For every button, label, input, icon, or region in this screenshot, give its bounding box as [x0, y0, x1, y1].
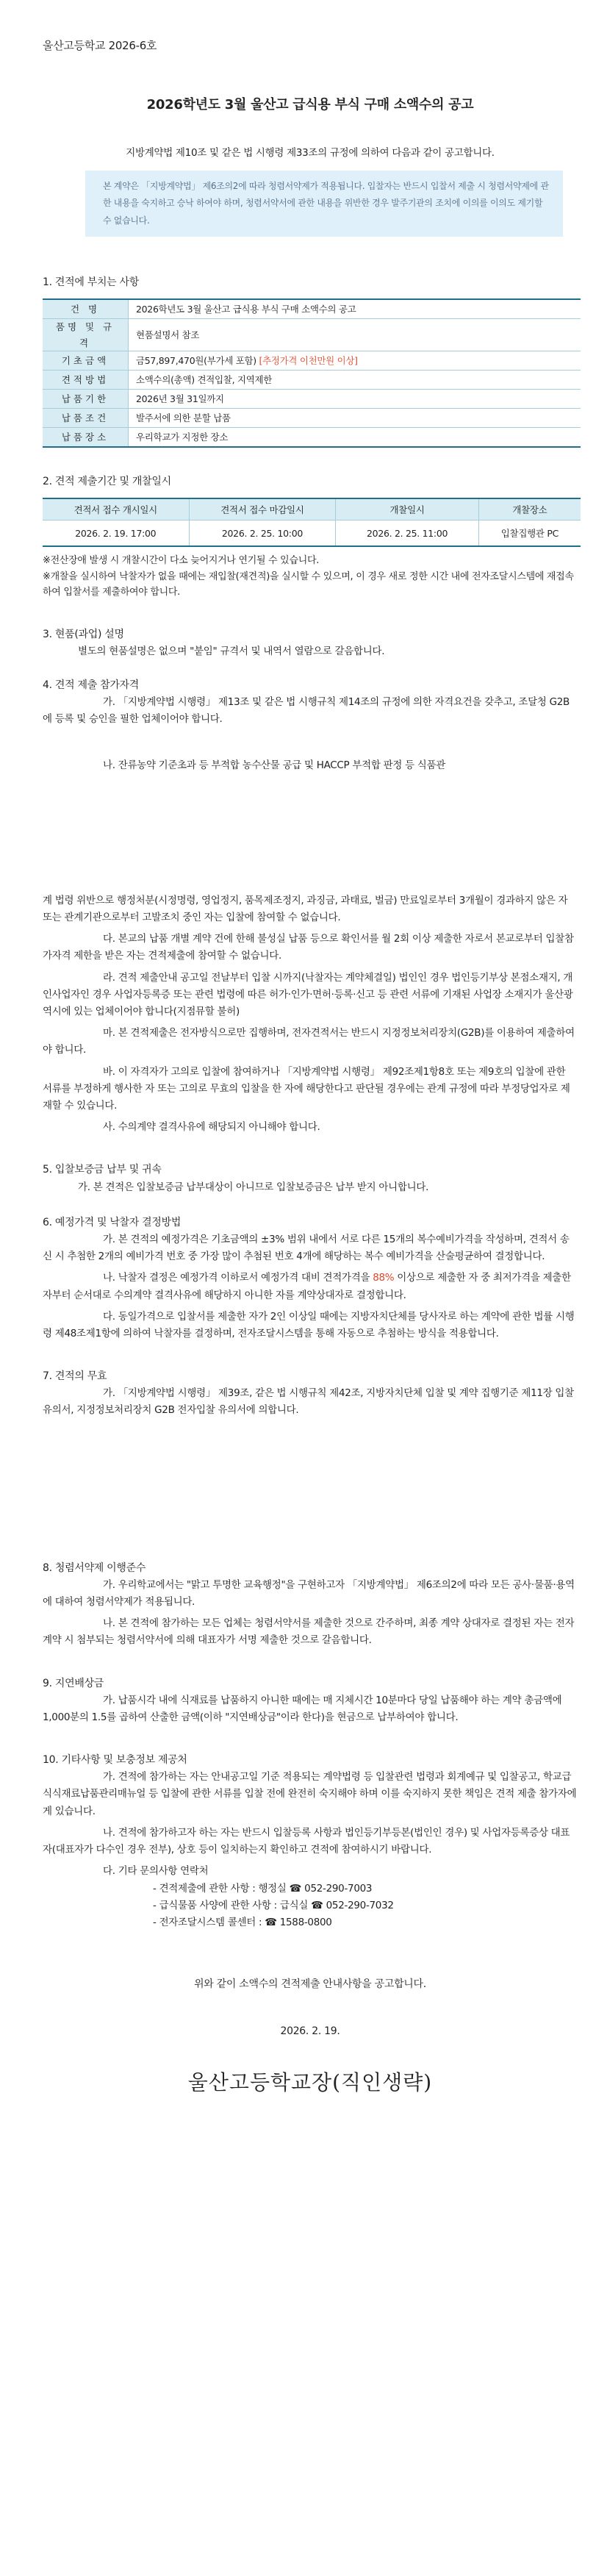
paragraph: 바. 이 자격자가 고의로 입찰에 참여하거나 「지방계약법 시행령」 제92조제1항8호 또는 제9호의 입찰에 관한 서류를 부정하게 행사한 자 또는 고의로 무효의 입찰을 한 자에 해당한다고 판단될 경우에는 관계 규정에 따라 부정당업자로 제재할 수 있습니다.: [43, 1065, 570, 1112]
estimated-price-note: [추정가격 이천만원 이상]: [259, 354, 358, 366]
column-header: 개찰일시: [336, 498, 478, 520]
row-label: 납품조건: [43, 409, 129, 428]
column-header: 견적서 접수 개시일시: [43, 498, 189, 520]
section-heading-10: 10. 기타사항 및 보충정보 제공처: [43, 1754, 187, 1767]
row-label: 건 명: [43, 299, 129, 319]
table-row: [43, 299, 581, 319]
contact-line: - 견적제출에 관한 사항 : 행정실 ☎ 052-290-7003: [153, 1882, 373, 1895]
rate-highlight: 88%: [373, 1272, 395, 1284]
section-heading-1: 1. 견적에 부치는 사항: [43, 276, 139, 289]
table-row: [43, 390, 581, 409]
contact-line: - 전자조달시스템 콜센터 : ☎ 1588-0800: [153, 1916, 332, 1928]
section-heading-4: 4. 견적 제출 참가자격: [43, 679, 139, 691]
schedule-table: [43, 498, 581, 547]
closing-text: 위와 같이 소액수의 견적제출 안내사항을 공고합니다.: [194, 1978, 426, 1991]
row-value: 우리학교가 지정한 장소: [129, 428, 581, 448]
section-heading-5: 5. 입찰보증금 납부 및 귀속: [43, 1164, 162, 1176]
schedule-note: ※전산장애 발생 시 개찰시간이 다소 늦어지거나 연기될 수 있습니다.: [43, 555, 320, 567]
paragraph: 나. 견적에 참가하고자 하는 자는 반드시 입찰등록 사항과 법인등기부등본(법인인 경우) 및 사업자등록증상 대표자(대표자가 다수인 경우 전부), 상호 등이 일치하는지 확인하고 견적에 참여하시기 바랍니다.: [43, 1826, 570, 1856]
section-heading-7: 7. 견적의 무효: [43, 1370, 107, 1383]
row-value: 현품설명서 참조: [129, 319, 581, 351]
paragraph: 사. 수의계약 결격사유에 해당되지 아니해야 합니다.: [103, 1121, 320, 1134]
row-label: 납품장소: [43, 428, 129, 448]
announcement-date: 2026. 2. 19.: [280, 2025, 340, 2038]
paragraph: 나. 잔류농약 기준초과 등 부적합 농수산물 공급 및 HACCP 부적합 판정 등 식품관: [103, 759, 446, 772]
table-cell: 2026. 2. 19. 17:00: [43, 520, 189, 547]
table-row: [43, 520, 581, 547]
row-value: 발주서에 의한 분할 납품: [129, 409, 581, 428]
paragraph: 다. 본교의 납품 개별 계약 건에 한해 불성실 납품 등으로 확인서를 월 2회 이상 제출한 자로서 본교로부터 입찰참가자격 제한을 받은 자는 견적제출에 참여할 수 없습니다.: [43, 933, 574, 962]
table-cell: 2026. 2. 25. 10:00: [189, 520, 336, 547]
bid-info-table: [43, 298, 581, 448]
row-value: 2026년 3월 31일까지: [129, 390, 581, 409]
paragraph: 가. 견적에 참가하는 자는 안내공고일 기준 적용되는 계약법령 등 입찰관련 법령과 회계예규 및 입찰공고, 학교급식식재료납품관리매뉴얼 등 입찰에 관한 서류를 입찰 전에 완전히 숙지해야 하며 이를 숙지하지 못한 책임은 견적 제출 참가자에게 있습니다.: [43, 1771, 577, 1817]
table-cell: 2026. 2. 25. 11:00: [336, 520, 478, 547]
table-row: [43, 371, 581, 390]
table-cell: 입찰집행관 PC: [478, 520, 581, 547]
table-row: [43, 351, 581, 371]
row-value: 2026학년도 3월 울산고 급식용 부식 구매 소액수의 공고: [129, 299, 581, 319]
table-header-row: [43, 498, 581, 520]
row-value: [129, 351, 581, 371]
row-value: 소액수의(총액) 견적입찰, 지역제한: [129, 371, 581, 390]
section-heading-2: 2. 견적 제출기간 및 개찰일시: [43, 476, 171, 488]
principal-signature: 울산고등학교장(직인생략): [187, 2070, 433, 2095]
paragraph: 계 법령 위반으로 행정처분(시정명령, 영업정지, 품목제조정지, 과징금, 과태료, 벌금) 만료일로부터 3개월이 경과하지 않은 자 또는 관계기관으로부터 고발조치 중인 자는 입찰에 참여할 수 없습니다.: [43, 894, 568, 923]
row-label: 납품기한: [43, 390, 129, 409]
section-heading-9: 9. 지연배상금: [43, 1677, 104, 1689]
section-heading-6: 6. 예정가격 및 낙찰자 결정방법: [43, 1216, 182, 1228]
row-label: 견적방법: [43, 371, 129, 390]
paragraph: [43, 1270, 578, 1303]
paragraph: 라. 견적 제출안내 공고일 전날부터 입찰 시까지(낙찰자는 계약체결일) 법인인 경우 법인등기부상 본점소재지, 개인사업자인 경우 사업자등록증 또는 관련 법령에 따른 허가·인가·면허·등록·신고 등 관련 서류에 기재된 사업장 소재지가 울산광역시에 있는 업체이어야 합니다(지점뮤할 불허): [43, 971, 573, 1017]
integrity-notice-box: 본 계약은 「지방계약법」 제6조의2에 따라 청렴서약제가 적용됩니다. 입찰자는 반드시 입찰서 제출 시 청렴서약제에 관한 내용을 숙지하고 승낙 하여야 하며, 청렴서약서에 관한 내용을 위반한 경우 발주기관의 조치에 이의를 이의도 제기할 수 없습니다.: [85, 171, 563, 237]
paragraph: 가. 본 견적의 예정가격은 기초금액의 ±3% 범위 내에서 서로 다른 15개의 복수예비가격을 작성하며, 견적서 송신 시 추첨한 2개의 예비가격 번호 중 가장 많이 추첨된 번호 4개에 해당하는 복수 예비가격을 산술평균하여 결정합니다.: [43, 1233, 570, 1263]
paragraph: 가. 본 견적은 입찰보증금 납부대상이 아니므로 입찰보증금은 납부 받지 아니합니다.: [78, 1181, 429, 1193]
section-heading-3: 3. 현품(과업) 설명: [43, 628, 124, 640]
document-number: 울산고등학교 2026-6호: [43, 39, 157, 52]
table-row: [43, 428, 581, 448]
paragraph: 다. 동일가격으로 입찰서를 제출한 자가 2인 이상일 때에는 지방자치단체를 당사자로 하는 계약에 관한 법률 시행령 제48조제1항에 의하여 낙찰자를 결정하며, 전자조달시스템을 통해 자동으로 추첨하는 방식을 적용합니다.: [43, 1310, 575, 1339]
schedule-note: ※개찰을 실시하여 낙찰자가 없을 때에는 재입찰(재견적)을 실시할 수 있으며, 이 경우 새로 정한 시간 내에 전자조달시스템에 재접속하여 입찰서를 제출하여야 합니다.: [43, 570, 574, 598]
base-amount: 금57,897,470원(부가세 포함): [136, 354, 259, 366]
paragraph: 가. 「지방계약법 시행령」 제13조 및 같은 법 시행규칙 제14조의 규정에 의한 자격요건을 갖추고, 조달청 G2B에 등록 및 승인을 필한 업체이어야 합니다.: [43, 695, 570, 726]
paragraph-text: 이상으로 제출한 자 중 최저가격을 제출한 자부터 순서대로 수의계약 결격사유에 해당하지 아니한 자를 계약상대자로 결정합니다.: [43, 1272, 571, 1301]
column-header: 견적서 접수 마감일시: [189, 498, 336, 520]
table-row: [43, 319, 581, 351]
paragraph: 가. 우리학교에서는 "맑고 투명한 교육행정"을 구현하고자 「지방계약법」 제6조의2에 따라 모든 공사·물품·용역에 대하여 청렴서약제가 적용됩니다.: [43, 1578, 575, 1608]
paragraph: 마. 본 견적제출은 전자방식으로만 집행하며, 전자견적서는 반드시 지정정보처리장치(G2B)를 이용하여 제출하여야 합니다.: [43, 1027, 575, 1056]
paragraph: 별도의 현품설명은 없으며 "붙임" 규격서 및 내역서 열람으로 갈음합니다.: [78, 645, 385, 657]
table-row: [43, 409, 581, 428]
contact-heading: 다. 기타 문의사항 연락처: [103, 1865, 209, 1878]
row-label: 품명 및 규격: [43, 319, 129, 351]
row-label: 기초금액: [43, 351, 129, 371]
paragraph: 가. 납품시각 내에 식재료를 납품하지 아니한 때에는 매 지체시간 10분마다 당일 납품해야 하는 계약 총금액에 1,000분의 1.5를 곱하여 산출한 금액(이하 "지연배상금"이라 한다)을 현금으로 납부하여야 합니다.: [43, 1694, 562, 1723]
paragraph: 가. 「지방계약법 시행령」 제39조, 같은 법 시행규칙 제42조, 지방자치단체 입찰 및 계약 집행기준 제11장 입찰유의서, 지정정보처리장치 G2B 전자입찰 유의서에 의합니다.: [43, 1387, 574, 1417]
document-title: 2026학년도 3월 울산고 급식용 부식 구매 소액수의 공고: [146, 96, 474, 112]
paragraph-text: 나. 낙찰자 결정은 예정가격 이하로서 예정가격 대비 견적가격을: [103, 1272, 373, 1284]
intro-text: 지방계약법 제10조 및 같은 법 시행령 제33조의 규정에 의하여 다음과 같이 공고합니다.: [126, 146, 495, 159]
column-header: 개찰장소: [478, 498, 581, 520]
section-heading-8: 8. 청렴서약제 이행준수: [43, 1561, 146, 1574]
paragraph: 나. 본 견적에 참가하는 모든 업체는 청렴서약서를 제출한 것으로 간주하며, 최종 계약 상대자로 결정된 자는 전자계약 시 첨부되는 청렴서약서에 의해 대표자가 서명 제출한 것으로 갈음합니다.: [43, 1617, 575, 1647]
contact-line: - 급식물품 사양에 관한 사항 : 급식실 ☎ 052-290-7032: [153, 1899, 394, 1911]
